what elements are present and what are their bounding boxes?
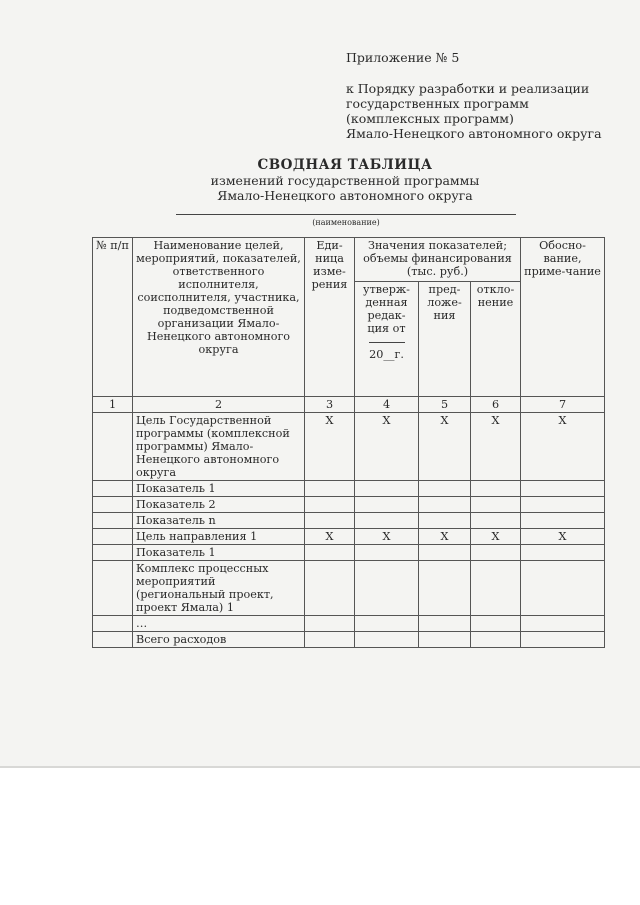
row-cell: [419, 497, 471, 513]
row-cell: [471, 561, 521, 616]
row-cell: [305, 561, 355, 616]
row-cell: [355, 632, 419, 648]
header-num: № п/п: [93, 238, 133, 397]
header-approved-label: утверж-денная редак-ция от: [363, 283, 410, 335]
table-row: [93, 497, 605, 513]
row-num: [93, 545, 133, 561]
row-cell: [355, 545, 419, 561]
row-cell: X: [521, 413, 605, 481]
column-number: 5: [419, 397, 471, 413]
name-fill-line: [176, 214, 516, 215]
column-number: 7: [521, 397, 605, 413]
row-cell: [305, 481, 355, 497]
row-cell: [521, 545, 605, 561]
row-name: …: [133, 616, 305, 632]
sheet-edge: [0, 766, 640, 768]
appendix-line: (комплексных программ): [346, 111, 514, 126]
row-cell: [355, 616, 419, 632]
row-cell: [471, 545, 521, 561]
row-name: Показатель 1: [133, 545, 305, 561]
row-cell: [355, 481, 419, 497]
table-row: [93, 481, 605, 497]
title-block: [150, 158, 540, 203]
row-cell: [471, 481, 521, 497]
row-cell: [521, 497, 605, 513]
row-cell: [419, 481, 471, 497]
row-name: Показатель 1: [133, 481, 305, 497]
row-num: [93, 561, 133, 616]
document-subtitle: изменений государственной программы: [210, 173, 480, 188]
name-caption: (наименование): [312, 218, 380, 227]
row-cell: [305, 513, 355, 529]
document-title: СВОДНАЯ ТАБЛИЦА: [257, 157, 433, 173]
row-cell: X: [471, 529, 521, 545]
row-cell: [305, 632, 355, 648]
row-cell: [355, 513, 419, 529]
appendix-line: Ямало-Ненецкого автономного округа: [346, 126, 602, 141]
row-cell: [471, 497, 521, 513]
row-cell: [305, 616, 355, 632]
appendix-number: Приложение № 5: [346, 50, 460, 65]
summary-table: [92, 237, 605, 648]
row-num: [93, 529, 133, 545]
date-fill-line: [369, 342, 405, 345]
row-name: Всего расходов: [133, 632, 305, 648]
column-number: 4: [355, 397, 419, 413]
header-proposal: пред-ложе-ния: [419, 282, 471, 397]
row-cell: [419, 561, 471, 616]
header-approved-year: 20__г.: [369, 348, 404, 361]
table-row: [93, 632, 605, 648]
row-cell: [419, 513, 471, 529]
row-cell: X: [355, 413, 419, 481]
row-cell: [305, 545, 355, 561]
row-num: [93, 632, 133, 648]
row-cell: X: [355, 529, 419, 545]
table-row: [93, 545, 605, 561]
row-cell: X: [471, 413, 521, 481]
row-num: [93, 513, 133, 529]
row-cell: [355, 561, 419, 616]
row-num: [93, 413, 133, 481]
row-name: Комплекс процессных мероприятий (региональный проект, проект Ямала) 1: [133, 561, 305, 616]
appendix-line: к Порядку разработки и реализации: [346, 81, 590, 96]
row-num: [93, 616, 133, 632]
table-row: [93, 529, 605, 545]
row-name: Показатель 2: [133, 497, 305, 513]
row-cell: [521, 616, 605, 632]
column-number-row: [93, 397, 605, 413]
appendix-block: [346, 50, 626, 141]
row-cell: X: [419, 529, 471, 545]
row-cell: [521, 481, 605, 497]
row-cell: X: [305, 413, 355, 481]
table-row: [93, 513, 605, 529]
row-cell: X: [419, 413, 471, 481]
header-deviation: откло-нение: [471, 282, 521, 397]
table-row: [93, 561, 605, 616]
row-cell: [419, 616, 471, 632]
header-approved: [355, 282, 419, 397]
header-justification: Обосно-вание, приме-чание: [521, 238, 605, 397]
row-cell: [355, 497, 419, 513]
table-row: [93, 413, 605, 481]
row-num: [93, 481, 133, 497]
row-cell: [419, 632, 471, 648]
row-cell: [471, 632, 521, 648]
row-cell: [419, 545, 471, 561]
column-number: 1: [93, 397, 133, 413]
row-cell: X: [305, 529, 355, 545]
row-cell: [521, 561, 605, 616]
column-number: 2: [133, 397, 305, 413]
appendix-line: государственных программ: [346, 96, 529, 111]
row-cell: X: [521, 529, 605, 545]
row-name: Показатель n: [133, 513, 305, 529]
column-number: 3: [305, 397, 355, 413]
row-cell: [521, 632, 605, 648]
row-name: Цель направления 1: [133, 529, 305, 545]
table-row: [93, 616, 605, 632]
row-cell: [471, 616, 521, 632]
column-number: 6: [471, 397, 521, 413]
document-subtitle: Ямало-Ненецкого автономного округа: [217, 188, 473, 203]
header-name: Наименование целей, мероприятий, показателей, ответственного исполнителя, соисполнителя, участника, подведомственной организации Ямало-Ненецкого автономного округа: [133, 238, 305, 397]
row-name: Цель Государственной программы (комплексной программы) Ямало-Ненецкого автономного округа: [133, 413, 305, 481]
header-unit: Еди-ница изме-рения: [305, 238, 355, 397]
header-values-group: Значения показателей; объемы финансирования (тыс. руб.): [355, 238, 521, 282]
row-cell: [521, 513, 605, 529]
row-cell: [471, 513, 521, 529]
row-cell: [305, 497, 355, 513]
row-num: [93, 497, 133, 513]
